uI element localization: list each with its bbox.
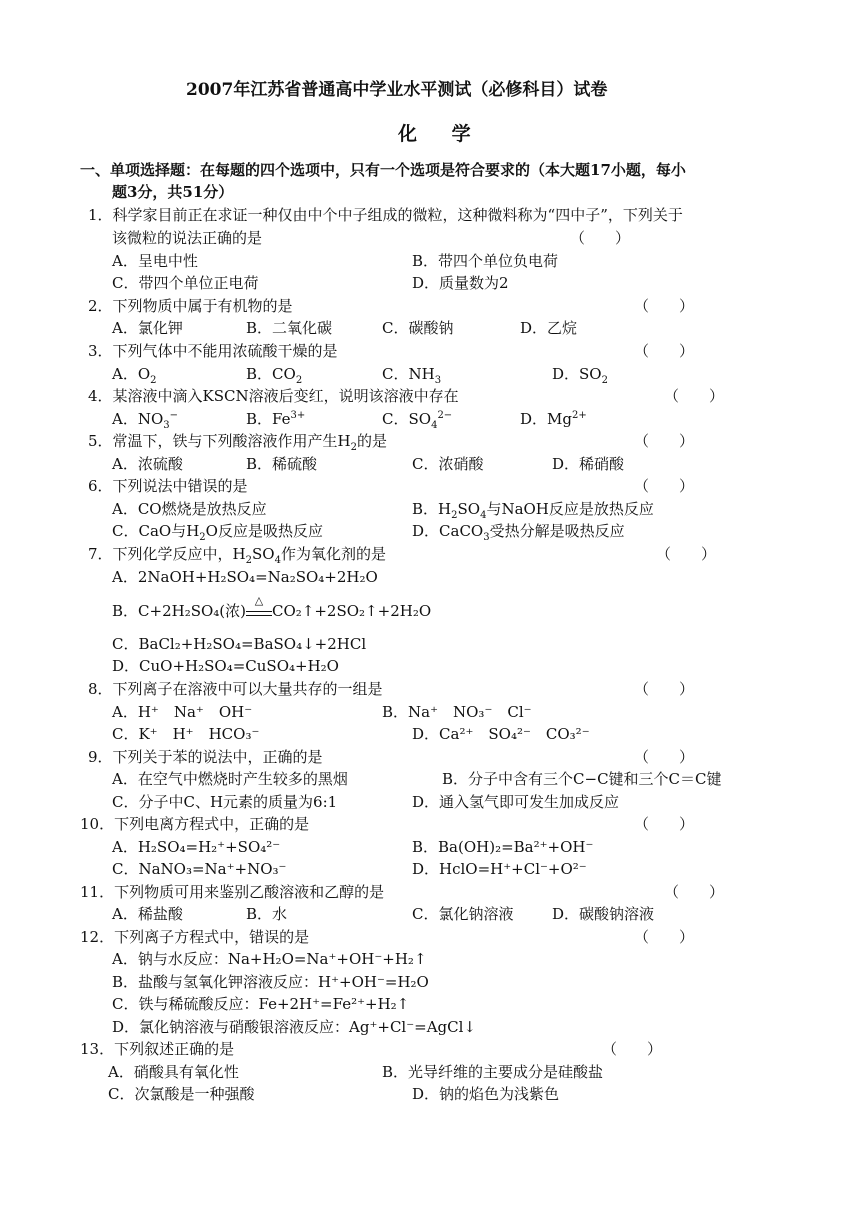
- subject-heading: 化 学: [398, 123, 485, 145]
- q12-option-c: C．铁与稀硫酸反应：Fe+2H⁺=Fe²⁺+H₂↑: [112, 995, 410, 1013]
- q10-stem: 10．下列电离方程式中，正确的是: [80, 815, 310, 833]
- q11-stem: 11．下列物质可用来鉴别乙酸溶液和乙醇的是: [80, 883, 385, 901]
- q11-option-a: A．稀盐酸: [112, 905, 183, 923]
- q9-stem: 9．下列关于苯的说法中，正确的是: [88, 748, 323, 766]
- q6-answer-bracket: （ ）: [634, 477, 695, 495]
- q13-option-b: B．光导纤维的主要成分是硅酸盐: [382, 1063, 604, 1081]
- q4-option-c: C．$SO_4^{2-}$: [382, 410, 453, 431]
- q2-option-a: A．氯化钾: [112, 319, 183, 337]
- q1-stem-line2: 该微粒的说法正确的是: [112, 229, 263, 247]
- q4-stem: 4．某溶液中滴入KSCN溶液后变红，说明该溶液中存在: [88, 387, 459, 405]
- q12-stem: 12．下列离子方程式中，错误的是: [80, 928, 310, 946]
- q3-answer-bracket: （ ）: [634, 342, 695, 360]
- q8-stem: 8．下列离子在溶液中可以大量共存的一组是: [88, 680, 383, 698]
- section-heading-line1: 一、单项选择题：在每题的四个选项中，只有一个选项是符合要求的（本大题17小题，每小: [80, 161, 686, 179]
- q13-stem: 13．下列叙述正确的是: [80, 1040, 235, 1058]
- q10-option-d: D．HclO=H⁺+Cl⁻+O²⁻: [412, 860, 587, 878]
- q8-answer-bracket: （ ）: [634, 680, 695, 698]
- q3-option-a: A．$O_2$: [112, 365, 157, 386]
- q11-answer-bracket: （ ）: [664, 883, 725, 901]
- q7-stem: 7．下列化学反应中，$H_2SO_4$作为氧化剂的是: [88, 545, 386, 566]
- q9-option-a: A．在空气中燃烧时产生较多的黑烟: [112, 770, 348, 788]
- heat-condition-equals: △: [246, 603, 272, 616]
- q12-option-d: D．氯化钠溶液与硝酸银溶液反应：Ag⁺+Cl⁻=AgCl↓: [112, 1018, 476, 1036]
- q9-option-b: B．分子中含有三个C−C键和三个C＝C键: [442, 770, 722, 788]
- q9-option-c: C．分子中C、H元素的质量为6:1: [112, 793, 338, 811]
- q1-option-a: A．呈电中性: [112, 252, 198, 270]
- q5-answer-bracket: （ ）: [634, 432, 695, 450]
- q2-stem: 2．下列物质中属于有机物的是: [88, 297, 293, 315]
- q4-answer-bracket: （ ）: [664, 387, 725, 405]
- q3-option-c: C．$NH_3$: [382, 365, 442, 386]
- q1-option-c: C．带四个单位正电荷: [112, 274, 259, 292]
- q12-option-a: A．钠与水反应：Na+H₂O=Na⁺+OH⁻+H₂↑: [112, 950, 427, 968]
- q13-answer-bracket: （ ）: [602, 1040, 663, 1058]
- q13-option-d: D．钠的焰色为浅紫色: [412, 1085, 560, 1103]
- q7-option-b: B．C+2H₂SO₄(浓) △ CO₂↑+2SO₂↑+2H₂O: [112, 594, 432, 620]
- q10-option-b: B．Ba(OH)₂=Ba²⁺+OH⁻: [412, 838, 594, 856]
- q1-answer-bracket: （ ）: [570, 229, 631, 247]
- q5-option-b: B．稀硫酸: [246, 455, 318, 473]
- q3-option-b: B．$CO_2$: [246, 365, 303, 386]
- q7-option-d: D．CuO+H₂SO₄=CuSO₄+H₂O: [112, 657, 339, 675]
- q1-option-d: D．质量数为2: [412, 274, 509, 292]
- q8-option-d: D．Ca²⁺ SO₄²⁻ CO₃²⁻: [412, 725, 590, 743]
- q5-stem: 5．常温下，铁与下列酸溶液作用产生$H_2$的是: [88, 432, 388, 453]
- q9-option-d: D．通入氢气即可发生加成反应: [412, 793, 620, 811]
- q3-option-d: D．$SO_2$: [552, 365, 608, 386]
- q5-option-a: A．浓硫酸: [112, 455, 183, 473]
- q1-option-b: B．带四个单位负电荷: [412, 252, 559, 270]
- q2-answer-bracket: （ ）: [634, 297, 695, 315]
- q8-option-c: C．K⁺ H⁺ HCO₃⁻: [112, 725, 260, 743]
- q10-option-a: A．H₂SO₄=H₂⁺+SO₄²⁻: [112, 838, 281, 856]
- q5-option-c: C．浓硝酸: [412, 455, 484, 473]
- q7-answer-bracket: （ ）: [656, 545, 717, 563]
- q1-stem-line1: 1．科学家目前正在求证一种仅由中个中子组成的微粒，这种微料称为“四中子”，下列关于: [88, 206, 683, 224]
- q6-option-c: C．CaO与$H_2O$反应是吸热反应: [112, 522, 323, 543]
- q3-stem: 3．下列气体中不能用浓硫酸干燥的是: [88, 342, 338, 360]
- q4-option-a: A．$NO_3^-$: [112, 410, 179, 431]
- q6-option-d: D．CaCO$_3$受热分解是吸热反应: [412, 522, 625, 543]
- q11-option-c: C．氯化钠溶液: [412, 905, 514, 923]
- q13-option-a: A．硝酸具有氧化性: [108, 1063, 239, 1081]
- q4-option-d: D．$Mg^{2+}$: [520, 410, 587, 428]
- q9-answer-bracket: （ ）: [634, 748, 695, 766]
- q6-stem: 6．下列说法中错误的是: [88, 477, 248, 495]
- q11-option-d: D．碳酸钠溶液: [552, 905, 655, 923]
- q12-answer-bracket: （ ）: [634, 928, 695, 946]
- q7-option-c: C．BaCl₂+H₂SO₄=BaSO₄↓+2HCl: [112, 635, 367, 653]
- q12-option-b: B．盐酸与氢氧化钾溶液反应：H⁺+OH⁻=H₂O: [112, 973, 429, 991]
- q8-option-a: A．H⁺ Na⁺ OH⁻: [112, 703, 253, 721]
- q10-option-c: C．NaNO₃=Na⁺+NO₃⁻: [112, 860, 287, 878]
- q11-option-b: B．水: [246, 905, 288, 923]
- q2-option-d: D．乙烷: [520, 319, 578, 337]
- q6-option-a: A．CO燃烧是放热反应: [112, 500, 267, 518]
- q4-option-b: B．$Fe^{3+}$: [246, 410, 306, 428]
- q5-option-d: D．稀硝酸: [552, 455, 625, 473]
- section-heading-line2: 题3分，共51分）: [112, 183, 234, 201]
- q2-option-b: B．二氧化碳: [246, 319, 333, 337]
- q8-option-b: B．Na⁺ NO₃⁻ Cl⁻: [382, 703, 532, 721]
- q2-option-c: C．碳酸钠: [382, 319, 454, 337]
- q6-option-b: B．$H_2SO_4$与NaOH反应是放热反应: [412, 500, 654, 521]
- q7-option-a: A．2NaOH+H₂SO₄=Na₂SO₄+2H₂O: [112, 568, 378, 586]
- q10-answer-bracket: （ ）: [634, 815, 695, 833]
- exam-title: 2007年江苏省普通高中学业水平测试（必修科目）试卷: [186, 80, 608, 100]
- q13-option-c: C．次氯酸是一种强酸: [108, 1085, 255, 1103]
